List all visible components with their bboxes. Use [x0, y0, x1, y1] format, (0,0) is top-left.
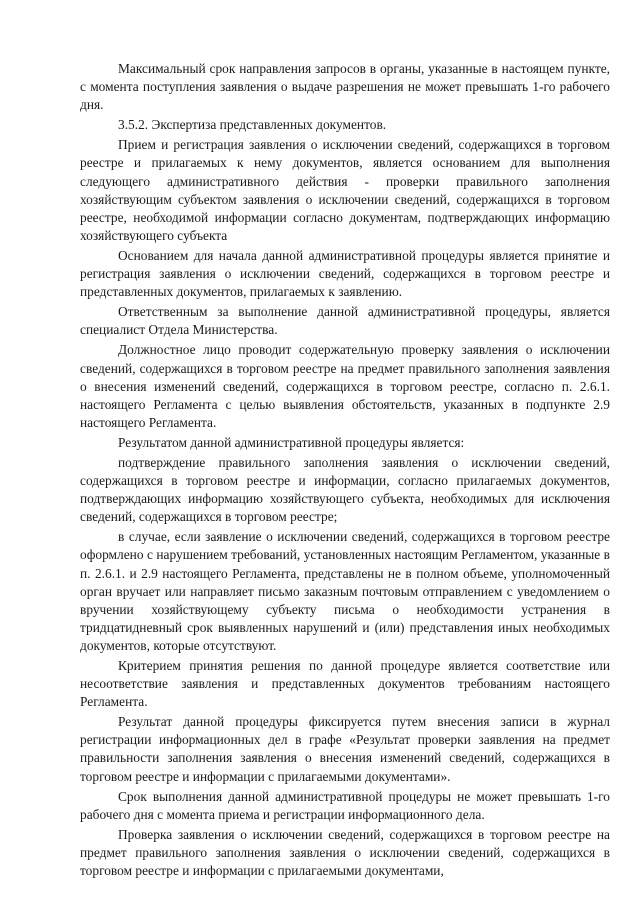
paragraph-decision-criterion: Критерием принятия решения по данной процедуре является соответствие или несоответствие заявления и представленных документов требованиям настоящего Регламента.	[80, 658, 610, 710]
paragraph-section-heading: 3.5.2. Экспертиза представленных документов.	[118, 117, 387, 133]
paragraph-result-recording: Результат данной процедуры фиксируется путем внесения записи в журнал регистрации информационных дел в графе «Результат проверки заявления на предмет правильности заполнения заявления о внесения изменений сведений, содержащихся в торговом реестре и информации с прилагаемыми документами».	[80, 714, 610, 784]
paragraph-responsible: Ответственным за выполнение данной административной процедуры, является специалист Отдела Министерства.	[80, 304, 610, 338]
paragraph-result-confirmation: подтверждение правильного заполнения заявления о исключении сведений, содержащихся в торговом реестре и информации, согласно прилагаемых документов, подтверждающих информацию хозяйствующего субъекта, необходимых для исключения сведений, содержащихся в торговом реестре;	[80, 454, 610, 525]
paragraph-result-violation: в случае, если заявление о исключении сведений, содержащихся в торговом реестре оформлено с нарушением требований, установленных настоящим Регламентом, указанные в п. 2.6.1. и 2.9 настоящего Регламента, представлены не в полном объеме, уполномоченный орган вручает или направляет письмо заказным почтовым отправлением с уведомлением о вручении хозяйствующему субъекту письма о необходимости устранения в тридцатидневный срок выявленных нарушений и (или) представления иных необходимых документов, которые отсутствуют.	[80, 529, 610, 653]
paragraph-check-continuation: Проверка заявления о исключении сведений, содержащихся в торговом реестре на предмет правильного заполнения заявления о исключении сведений, содержащихся в торговом реестре и информации с прилагаемыми документами,	[80, 826, 610, 879]
paragraph-max-request-term: Максимальный срок направления запросов в органы, указанные в настоящем пункте, с момента поступления заявления о выдаче разрешения не может превышать 1-го рабочего дня.	[80, 61, 610, 113]
paragraph-reception-registration: Прием и регистрация заявления о исключении сведений, содержащихся в торговом реестре и прилагаемых к нему документов, является основанием для выполнения следующего административного действия - проверки правильного заполнения хозяйствующим субъектом заявления о исключении сведений, содержащихся в торговом реестре, необходимой информации согласно документам, подтверждающих информацию хозяйствующего субъекта	[80, 137, 610, 243]
document-body	[80, 60, 610, 882]
paragraph-execution-term: Срок выполнения данной административной процедуры не может превышать 1-го рабочего дня с момента приема и регистрации информационного дела.	[80, 788, 610, 822]
paragraph-result-intro: Результатом данной административной процедуры является:	[118, 434, 465, 450]
paragraph-procedure-basis: Основанием для начала данной административной процедуры является принятие и регистрация заявления о исключении сведений, содержащихся в торговом реестре и представленных документов, прилагаемых к заявлению.	[80, 247, 610, 300]
paragraph-official-check: Должностное лицо проводит содержательную проверку заявления о исключении сведений, содержащихся в торговом реестре на предмет правильного заполнения заявления о внесения изменений сведений, содержащихся в торговом реестре, согласно п. 2.6.1. настоящего Регламента с целью выявления обстоятельств, указанных в подпункте 2.9 настоящего Регламента.	[80, 342, 610, 430]
